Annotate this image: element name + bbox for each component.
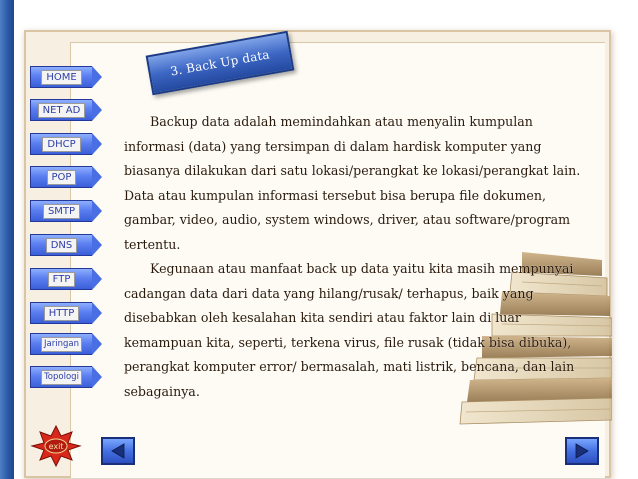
nav-jaringan-label: Jaringan (41, 337, 82, 352)
prev-arrow-icon (108, 442, 128, 460)
nav-ftp-label: FTP (48, 272, 76, 287)
nav-http-label: HTTP (44, 306, 80, 321)
nav-dhcp-button[interactable] (30, 133, 100, 155)
paragraph-backup-benefits (124, 257, 594, 404)
nav-topologi-label: Topologi (41, 370, 82, 385)
nav-home-button[interactable] (30, 66, 100, 88)
nav-dns-button[interactable] (30, 234, 100, 256)
nav-topologi-button[interactable] (30, 366, 100, 388)
left-accent-bar (0, 0, 14, 479)
nav-netad-label: NET AD (38, 103, 86, 118)
nav-smtp-button[interactable] (30, 200, 100, 222)
nav-dns-label: DNS (46, 238, 78, 253)
nav-pop-label: POP (47, 170, 77, 185)
nav-netad-button[interactable] (30, 99, 100, 121)
nav-home-label: HOME (41, 70, 81, 85)
nav-http-button[interactable] (30, 302, 100, 324)
slide-body (124, 110, 594, 404)
paragraph-1-text: Backup data adalah memindahkan atau menyalin kumpulan informasi (data) yang tersimpan di dalam hardisk komputer yang biasanya dilakukan dari satu lokasi/perangkat ke lokasi/perangkat lain. Data atau kumpulan informasi tersebut bisa berupa file dokumen, gambar, video, audio, system windows, driver, atau software/program tertentu. (124, 114, 581, 252)
nav-pop-button[interactable] (30, 166, 100, 188)
nav-smtp-label: SMTP (43, 204, 80, 219)
prev-slide-button[interactable] (101, 437, 135, 465)
paragraph-2-text: Kegunaan atau manfaat back up data yaitu kita masih mempunyai cadangan data dari data yang hilang/rusak/ terhapus, baik yang disebabkan oleh kesalahan kita sendiri atau faktor lain di luar kemampuan kita, seperti, terkena virus, file rusak (tidak bisa dibuka), perangkat komputer error/ bermasalah, mati listrik, bencana, dan lain sebagainya. (124, 261, 575, 399)
slide-title: 3. Back Up data (169, 47, 271, 79)
next-arrow-icon (572, 442, 592, 460)
nav-dhcp-label: DHCP (42, 137, 80, 152)
next-slide-button[interactable] (565, 437, 599, 465)
paragraph-backup-definition (124, 110, 594, 257)
exit-button[interactable] (30, 424, 82, 468)
nav-ftp-button[interactable] (30, 268, 100, 290)
nav-jaringan-button[interactable] (30, 333, 100, 355)
exit-label: exit (48, 442, 64, 451)
